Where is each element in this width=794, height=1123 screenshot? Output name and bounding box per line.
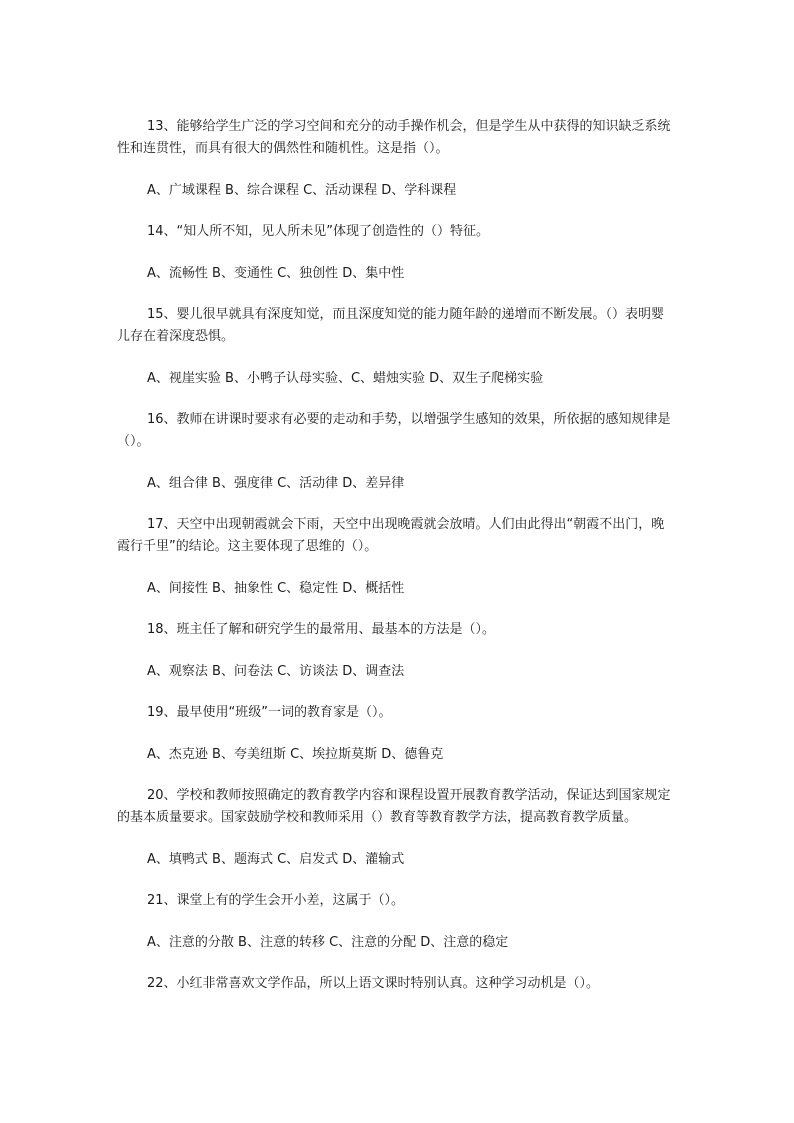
question-22: 22、小红非常喜欢文学作品，所以上语文课时特别认真。这种学习动机是（）。 <box>147 976 600 991</box>
options-21: A、注意的分散 B、注意的转移 C、注意的分配 D、注意的稳定 <box>147 935 509 950</box>
question-14: 14、“知人所不知，见人所未见”体现了创造性的（）特征。 <box>147 224 490 239</box>
options-13: A、广域课程 B、综合课程 C、活动课程 D、学科课程 <box>147 183 457 198</box>
options-15: A、视崖实验 B、小鸭子认母实验、C、蜡烛实验 D、双生子爬梯实验 <box>147 371 544 386</box>
question-15: 15、婴儿很早就具有深度知觉，而且深度知觉的能力随年龄的递增而不断发展。（）表明婴儿存在着深度恐惧。 <box>117 307 665 344</box>
options-20: A、填鸭式 B、题海式 C、启发式 D、灌输式 <box>147 852 405 867</box>
question-20: 20、学校和教师按照确定的教育教学内容和课程设置开展教育教学活动，保证达到国家规定的基本质量要求。国家鼓励学校和教师采用（）教育等教育教学方法，提高教育教学质量。 <box>117 788 671 825</box>
question-17: 17、天空中出现朝霞就会下雨，天空中出现晚霞就会放晴。人们由此得出“朝霞不出门，晚霞行千里”的结论。这主要体现了思维的（）。 <box>117 517 665 554</box>
options-16: A、组合律 B、强度律 C、活动律 D、差异律 <box>147 476 405 491</box>
question-18: 18、班主任了解和研究学生的最常用、最基本的方法是（）。 <box>147 622 496 637</box>
options-14: A、流畅性 B、变通性 C、独创性 D、集中性 <box>147 266 405 281</box>
question-16: 16、教师在讲课时要求有必要的走动和手势，以增强学生感知的效果，所依据的感知规律是（）。 <box>117 412 671 449</box>
options-17: A、间接性 B、抽象性 C、稳定性 D、概括性 <box>147 581 405 596</box>
question-13: 13、能够给学生广泛的学习空间和充分的动手操作机会，但是学生从中获得的知识缺乏系统性和连贯性，而具有很大的偶然性和随机性。这是指（）。 <box>117 119 671 156</box>
question-list <box>117 116 677 1015</box>
options-18: A、观察法 B、问卷法 C、访谈法 D、调查法 <box>147 664 405 679</box>
question-19: 19、最早使用“班级”一词的教育家是（）。 <box>147 705 392 720</box>
question-21: 21、课堂上有的学生会开小差，这属于（）。 <box>147 893 405 908</box>
options-19: A、杰克逊 B、夸美纽斯 C、埃拉斯莫斯 D、德鲁克 <box>147 747 444 762</box>
